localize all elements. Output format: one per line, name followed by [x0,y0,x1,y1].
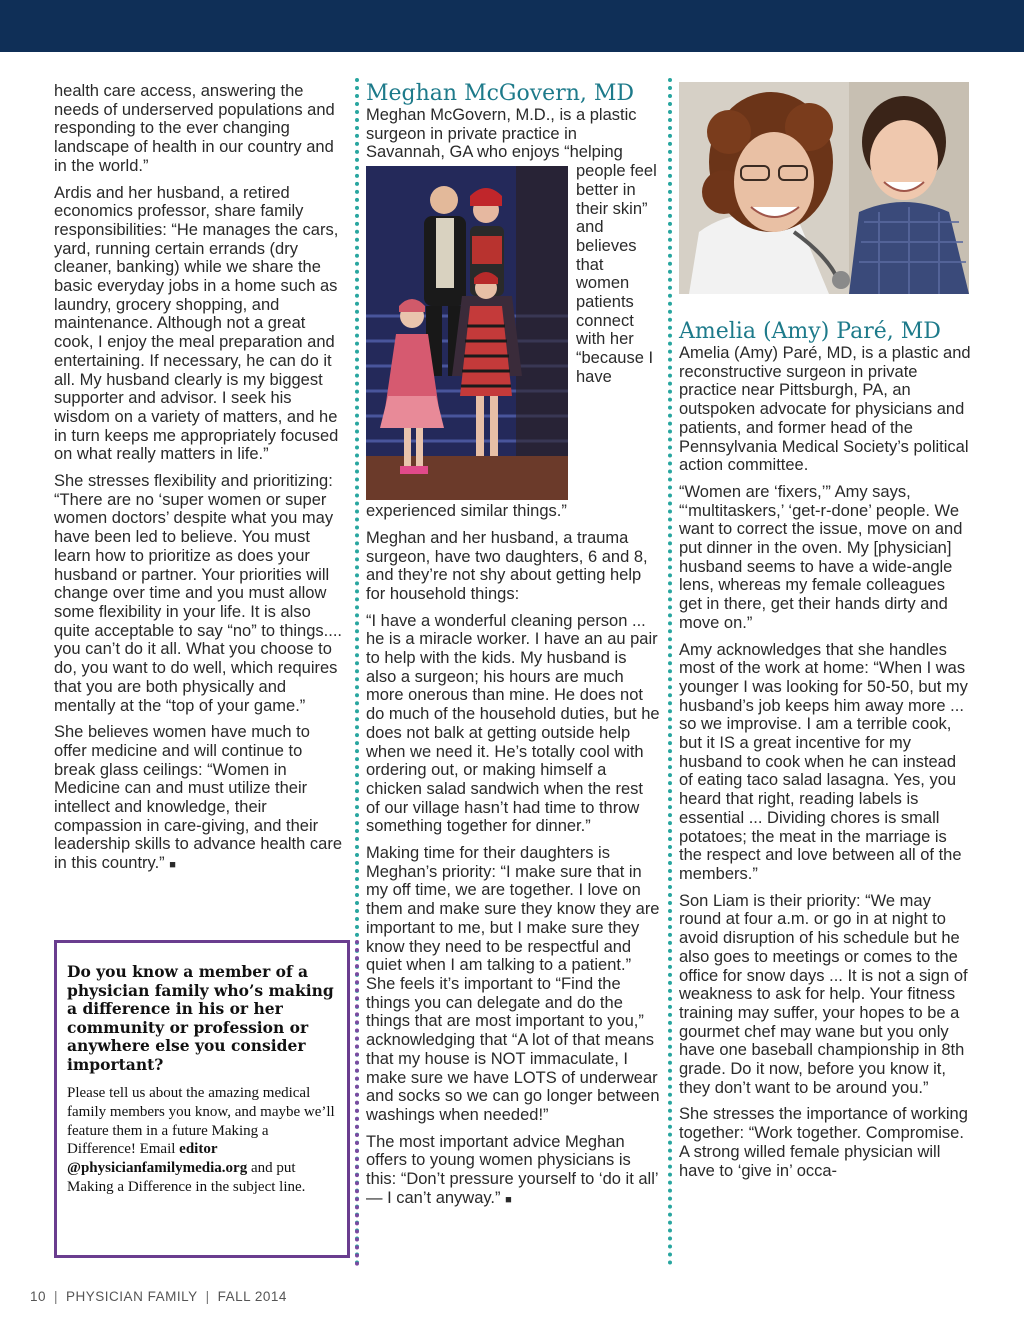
callout-body [67,1084,337,1197]
article-column-1 [54,82,346,883]
paragraph-text: She believes women have much to offer medicine and will continue to break glass ceilings: “Women in Medicine can and must utilize their intellect and knowledge, their compassion in care-giving, and their leadership skills to advance health care in this country.” [54,723,343,873]
paragraph: Making time for their daughters is Meghan’s priority: “I make sure that in my off time, we are together. I love on them and make sure they know they are important to me, but I make sure they know they need to be respectful and quiet when I am talking to a patient.” She feels it’s important to “Find the things you can delegate and do the things that are most important to you,” acknowledging that “A lot of that means that my house is NOT immaculate, I make sure we have LOTS of underwear and socks so we can go longer between washings when needed!” [366,844,660,1124]
family-photo-meghan [366,166,568,500]
column-separator-right [668,78,672,1266]
paragraph-text: The most important advice Meghan offers to young women physicians is this: “Don’t pressure yourself to ‘do it all’ — I can’t anyway.” [366,1132,658,1207]
profile-heading-meghan: Meghan McGovern, MD [366,81,635,106]
family-photo-amy [679,82,969,294]
family-photo-art [366,166,568,500]
paragraph: people feel better in their skin” and believes that women patients connect with her “because I have experienced similar things.” [366,162,657,521]
page-footer [30,1289,287,1304]
end-mark-icon: ■ [505,1193,512,1206]
callout-body-text: Please tell us about the amazing medical family members you know, and maybe we’ll feature them in a future Making a Difference! Email [67,1085,335,1158]
issue-label: FALL 2014 [217,1289,287,1304]
footer-separator: | [54,1289,59,1304]
editor-email-link[interactable]: editor @physicianfamilymedia.org [67,1141,248,1177]
submission-callout-box [54,940,350,1258]
paragraph: Meghan McGovern, M.D., is a plastic surgeon in private practice in Savannah, GA who enjoys “helping [366,106,637,162]
page-number: 10 [30,1289,47,1304]
paragraph: She stresses flexibility and prioritizing: “There are no ‘super women or super women doctors’ despite what you may have been led to believe. You must learn how to prioritize as does your husband or partner. Your priorities will change over time and you must allow some flexibility in your life. It is also quite acceptable to say “no” to things.... you can’t do it all. What you choose to do, you want to do well, which requires that you are both physically and mentally at the “top of your game.” [54,472,343,715]
family-photo-art [679,82,969,294]
top-banner-bar [0,0,1024,52]
paragraph: “Women are ‘fixers,’” Amy says, “‘multitaskers,’ ‘get-r-done’ people. We want to correct the issue, move on and put dinner in the oven. My [physician] husband seems to have a wide-angle lens, whereas my female colleagues get in there, get their hands dirty and move on.” [679,482,963,632]
article-column-2 [366,82,660,1217]
paragraph [366,1133,660,1210]
paragraph: Amelia (Amy) Paré, MD, is a plastic and reconstructive surgeon in private practice near Pittsburgh, PA, an outspoken advocate for physicians and patients, and former head of the Pennsylvania Medical Society’s political action committee. [679,344,971,475]
paragraph: Meghan and her husband, a trauma surgeon, have two daughters, 6 and 8, and they’re not shy about getting help for household things: [366,528,648,603]
callout-body-text: and put Making a Difference in the subject line. [67,1160,306,1195]
paragraph: health care access, answering the needs of underserved populations and responding to the ever changing landscape of health in our country and in the world.” [54,82,335,175]
publication-name: PHYSICIAN FAMILY [66,1289,198,1304]
end-mark-icon: ■ [169,859,176,872]
profile-heading-amy: Amelia (Amy) Paré, MD [679,319,941,344]
callout-question: Do you know a member of a physician family who’s making a difference in his or her community or profession or anywhere else you consider important? [67,962,334,1074]
footer-separator: | [205,1289,210,1304]
paragraph: Son Liam is their priority: “We may round at four a.m. or go in at night to avoid disruption of his schedule but he also goes to meetings or comes to the office for snow days ... It is not a sign of weakness to ask for help. Your fitness training may suffer, your hopes to be a gourmet chef may wane but you only have one baseball championship in 8th grade. Do it now, before you know it, they don’t want to be around you.” [679,891,968,1097]
paragraph [54,723,346,875]
article-column-3 [679,82,971,1188]
paragraph: “I have a wonderful cleaning person ... he is a miracle worker. I have an au pair to help with the kids. My husband is also a surgeon; his hours are much more onerous than mine. He does not do much of the household duties, but he does not balk at getting outside help when we need it. He’s totally cool with ordering out, or making himself a chicken salad sandwich when the rest of our village hasn’t had time to throw something together for dinner.” [366,611,660,836]
paragraph: She stresses the importance of working together: “Work together. Compromise. A strong willed female physician will have to ‘give in’ occa- [679,1105,968,1180]
paragraph: Ardis and her husband, a retired economics professor, share family responsibilities: “He manages the cars, yard, running certain errands (dry cleaner, banking) while we share the basic everyday jobs in a home such as laundry, grocery shopping, and maintenance. Although not a great cook, I enjoy the meal preparation and entertaining. If necessary, he can do it all. My husband clearly is my biggest supporter and advisor. I seek his wisdom on a variety of matters, and he in turn keeps me appropriately focused on what really matters in life.” [54,183,339,464]
column-separator-purple [355,940,359,1266]
paragraph: Amy acknowledges that she handles most of the work at home: “When I was younger I was looking for 50-50, but my husband’s job keeps him away more ... so we improvise. I am a terrible cook, but it IS a great incentive for my husband to cook when he can instead of eating taco salad lasagna. Yes, you heard that right, reading labels is essential ... Dividing chores is small potatoes; the meat in the marriage is the respect and love between all of the members.” [679,640,968,883]
